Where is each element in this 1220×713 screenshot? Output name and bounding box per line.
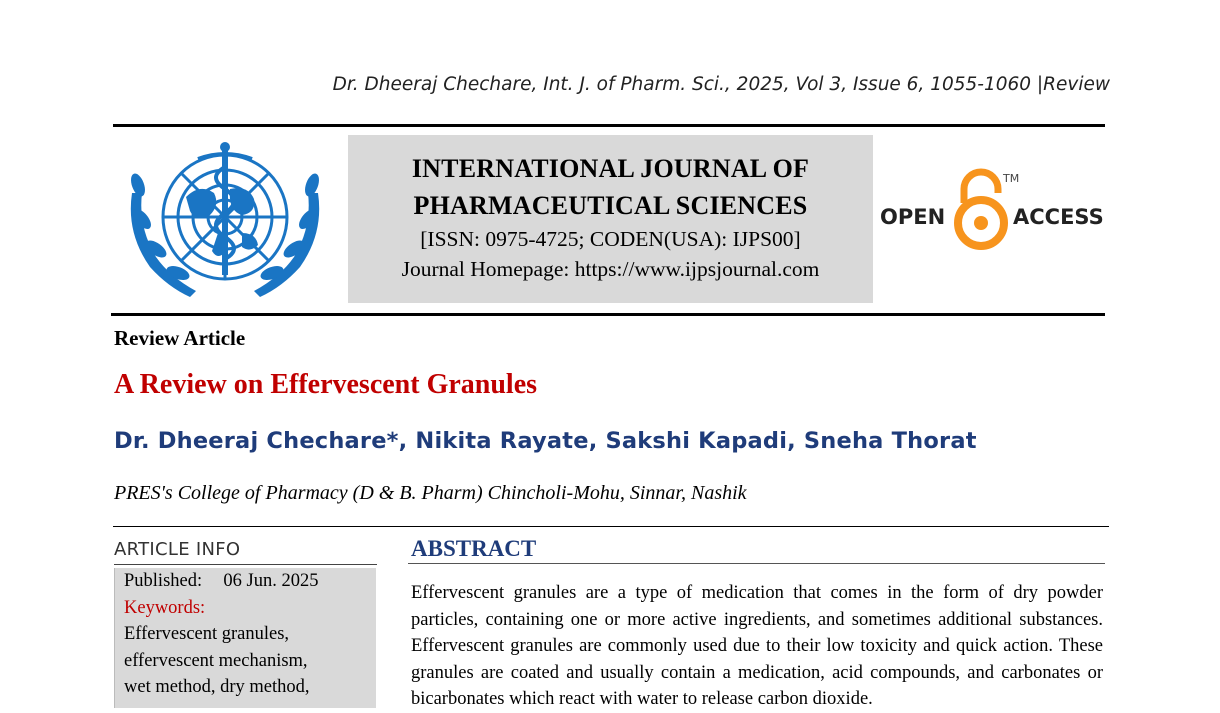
journal-name (348, 150, 873, 224)
journal-homepage[interactable]: Journal Homepage: https://www.ijpsjournal.com (401, 257, 820, 281)
open-access-tm-text: TM (1003, 172, 1020, 185)
author-affiliation: PRES's College of Pharmacy (D & B. Pharm) Chincholi-Mohu, Sinnar, Nashik (114, 482, 747, 504)
section-divider (113, 526, 1109, 527)
published-date: 06 Jun. 2025 (223, 571, 319, 591)
author-list: Dr. Dheeraj Chechare*, Nikita Rayate, Sakshi Kapadi, Sneha Thorat (114, 428, 977, 454)
open-access-access-text: ACCESS (1013, 205, 1104, 229)
abstract-heading: ABSTRACT (411, 536, 537, 561)
abstract-text: Effervescent granules are a type of medication that comes in the form of dry powder particles, containing one or more active ingredients, and sometimes additional substances. Effervescent granules are commonly used due to their low toxicity and quick action. These granules are coated and usually contain a medication, acid compounds, and carbonates or bicarbonates which react with water to release carbon dioxide. (411, 583, 1103, 709)
published-label: Published: (124, 571, 203, 591)
journal-name-line-1: INTERNATIONAL JOURNAL OF (411, 154, 810, 183)
running-header: Dr. Dheeraj Chechare, Int. J. of Pharm. Sci., 2025, Vol 3, Issue 6, 1055-1060 |Review (332, 74, 1110, 95)
abstract-rule (408, 563, 1105, 564)
journal-issn: [ISSN: 0975-4725; CODEN(USA): IJPS00] (420, 227, 801, 251)
open-access-logo (878, 165, 1108, 255)
journal-title-box (348, 135, 873, 303)
keyword-line: wet method, dry method, (124, 677, 310, 697)
article-info-heading: ARTICLE INFO (114, 539, 241, 560)
article-info-box (114, 568, 376, 708)
header-rule-top (113, 124, 1105, 127)
open-access-open-text: OPEN (880, 205, 946, 229)
journal-emblem-logo (126, 137, 324, 305)
open-lock-icon (958, 172, 1004, 246)
keywords-label: Keywords: (124, 597, 206, 618)
header-rule-bottom (111, 313, 1105, 316)
article-type: Review Article (114, 326, 246, 350)
article-title: A Review on Effervescent Granules (114, 369, 538, 400)
journal-name-line-2: PHARMACEUTICAL SCIENCES (413, 191, 808, 220)
keyword-line: effervescent mechanism, (124, 650, 308, 671)
published-row (124, 568, 376, 595)
article-info-rule (114, 564, 377, 565)
keyword-line: Effervescent granules, (124, 624, 290, 644)
